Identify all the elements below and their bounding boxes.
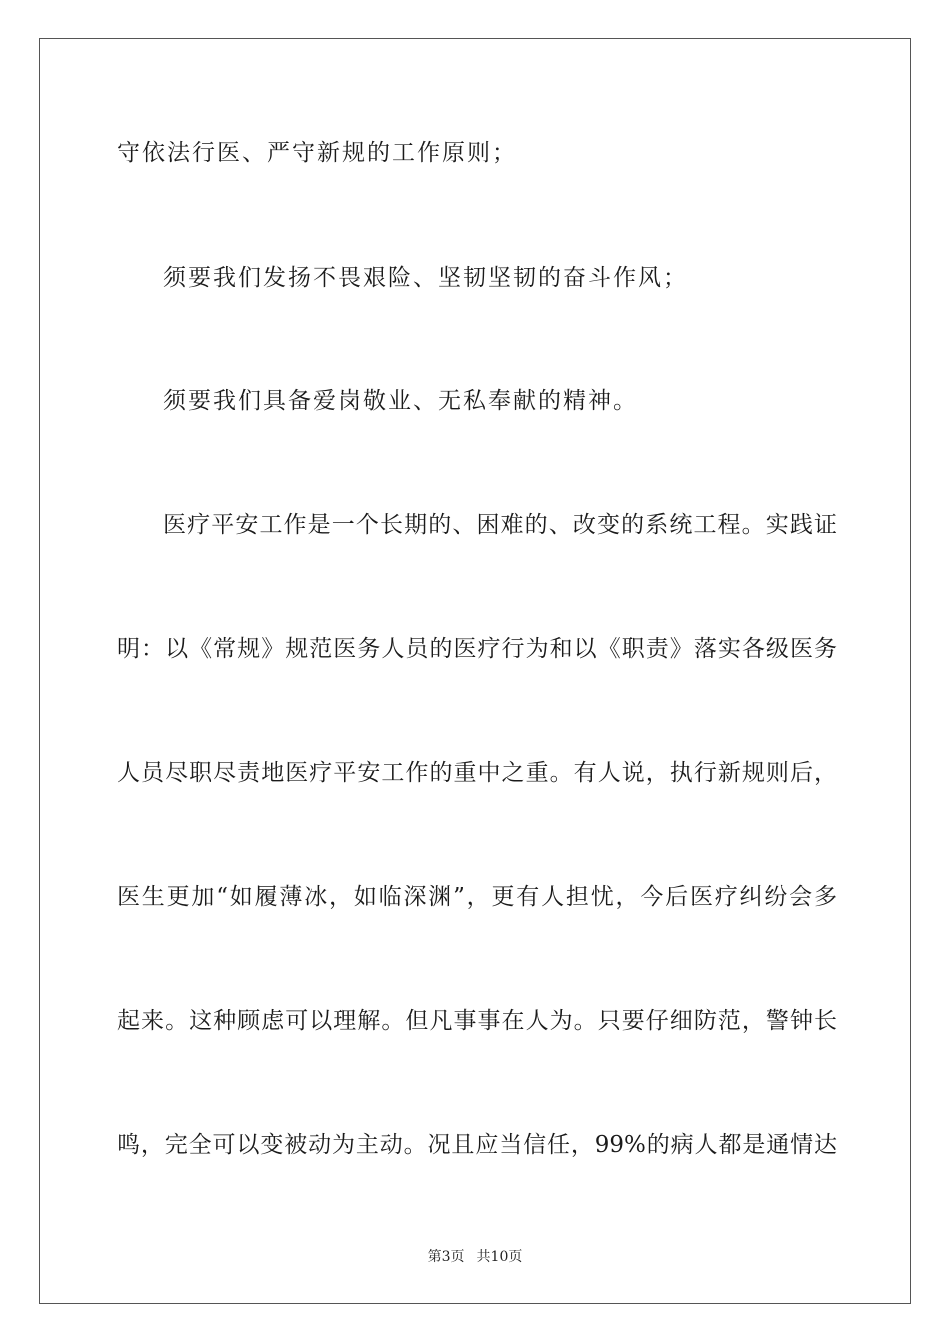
- paragraph-line-6: 人员尽职尽责地医疗平安工作的重中之重。有人说，执行新规则后，: [117, 760, 837, 786]
- paragraph-line-3: 须要我们具备爱岗敬业、无私奉献的精神。: [163, 388, 638, 414]
- paragraph-line-8: 起来。这种顾虑可以理解。但凡事事在人为。只要仔细防范，警钟长: [117, 1008, 837, 1034]
- page-total: 共10页: [476, 1249, 523, 1265]
- paragraph-line-1: 守依法行医、严守新规的工作原则；: [117, 140, 517, 166]
- page-border: [39, 38, 911, 1304]
- page-number: 第3页: [427, 1249, 465, 1265]
- paragraph-line-2: 须要我们发扬不畏艰险、坚韧坚韧的奋斗作风；: [163, 265, 688, 291]
- page-footer: [0, 1248, 950, 1266]
- paragraph-line-9: 鸣，完全可以变被动为主动。况且应当信任，99%的病人都是通情达: [117, 1132, 837, 1158]
- paragraph-line-7: 医生更加“如履薄冰，如临深渊”，更有人担忧，今后医疗纠纷会多: [117, 884, 837, 910]
- paragraph-line-4: 医疗平安工作是一个长期的、困难的、改变的系统工程。实践证: [163, 512, 837, 538]
- paragraph-line-5: 明：以《常规》规范医务人员的医疗行为和以《职责》落实各级医务: [117, 636, 837, 662]
